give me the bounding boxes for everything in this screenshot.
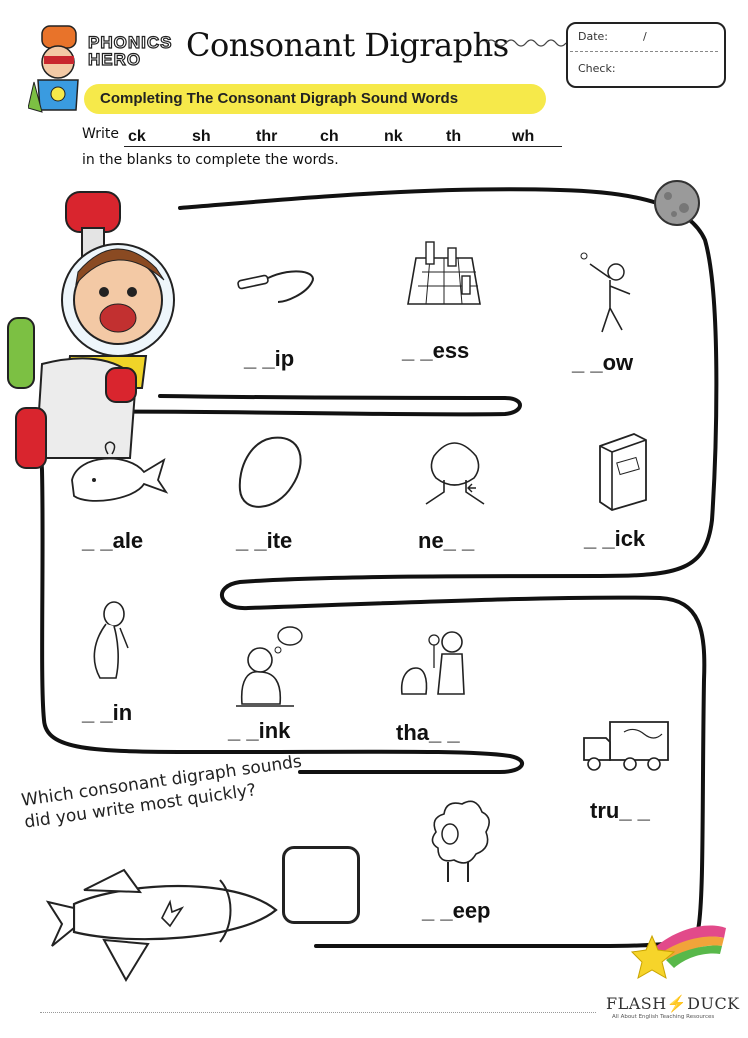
question-text: Which consonant digraph sounds did you write most quickly? [20,751,303,833]
word-whip: _ _ip [244,346,295,371]
digraph-ch: ch [320,128,339,145]
person-throwing-icon [576,250,636,336]
squiggle-divider [484,36,568,50]
neck-icon [420,434,490,508]
word-chess: _ _ess [402,338,470,363]
thank-flower-icon [398,628,474,698]
digraph-underline [124,146,562,147]
digraph-ck: ck [128,128,146,145]
chin-icon [84,600,134,684]
digraph-th: th [446,128,462,145]
subtitle-text: Completing The Consonant Digraph Sound Words [100,90,459,107]
word-whale: _ _ale [82,528,144,553]
footer-line [40,1012,596,1013]
answer-box[interactable] [282,846,360,924]
check-label: Check: [578,62,616,75]
word-thick: _ _ick [584,526,646,551]
word-truck: tru_ _ [590,798,650,823]
instruction-text: in the blanks to complete the words. [82,152,339,168]
bolt-icon: ⚡ [666,994,688,1013]
whip-icon [234,262,320,306]
thick-book-icon [594,430,654,512]
digraph-nk: nk [384,128,403,145]
shooting-star-icon [630,916,730,980]
page-title: Consonant Digraphs [186,26,509,64]
date-slash: / [643,30,647,43]
flashduck-logo: FLASH⚡DUCK [606,994,740,1013]
word-chin: _ _in [82,700,133,725]
word-thank: tha_ _ [396,720,460,745]
word-throw: _ _ow [572,350,634,375]
rocket-icon [44,862,280,990]
word-think: _ _ink [228,718,291,743]
write-label: Write [82,126,119,142]
word-neck: ne_ _ [418,528,475,553]
digraph-sh: sh [192,128,211,145]
white-shape-icon [236,434,308,516]
date-label: Date: [578,30,608,43]
date-divider [570,51,718,52]
word-white: _ _ite [236,528,293,553]
whale-icon [68,440,170,508]
sheep-icon [428,796,494,888]
thinking-person-icon [234,624,306,708]
truck-icon [580,716,672,776]
flashduck-tagline: All About English Teaching Resources [612,1014,715,1020]
digraph-wh: wh [512,128,535,145]
asteroid-icon [652,178,702,228]
digraph-thr: thr [256,128,278,145]
astronaut-kid-icon [6,188,182,474]
word-sheep: _ _eep [422,898,491,923]
chess-board-icon [406,236,482,308]
logo-text: PHONICS HERO [88,33,173,69]
